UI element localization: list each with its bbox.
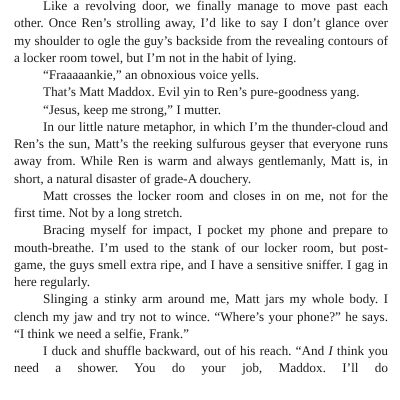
paragraph: Slinging a stinky arm around me, Matt jars my whole body. I clench my jaw and try not to wince. “Where’s your phone?” he says. “I think we need a selfie, Frank.” — [14, 291, 388, 341]
paragraph: “Jesus, keep me strong,” I mutter. — [43, 101, 222, 117]
paragraph: In our little nature metaphor, in which I’m the thunder-cloud and Ren’s the sun, Matt’s the reeking sulfurous geyser that everyone runs away from. While Ren is warm and always gentlemanly, Matt is, in short, a natural disaster of grade-A douchery. — [14, 118, 388, 186]
italic-emphasis: I — [328, 343, 333, 358]
paragraph: Matt crosses the locker room and closes in on me, not for the first time. Not by a long stretch. — [14, 187, 388, 220]
paragraph: That’s Matt Maddox. Evil yin to Ren’s pure-goodness yang. — [43, 84, 360, 100]
paragraph: “Fraaaaankie,” an obnoxious voice yells. — [43, 67, 260, 82]
paragraph: Bracing myself for impact, I pocket my phone and prepare to mouth-breathe. I’m used to the stank of our locker room, but post-game, the guys smell extra ripe, and I have a sensitive sniffer. I gag in here regularly. — [14, 222, 388, 289]
paragraph: Like a revolving door, we finally manage to move past each other. Once Ren’s strolling away, I’d like to say I don’t glance over my shoulder to ogle the guy’s backside from the revealing contours of a locker room towel, but I’m not in the habit of lying. — [14, 0, 388, 65]
paragraph-last — [14, 342, 388, 377]
book-page — [14, 0, 388, 400]
text-run: I duck and shuffle backward, out of his reach. “And — [43, 343, 329, 358]
text-run: think you need a shower. You do your job, Maddox. I’ll do — [14, 343, 388, 376]
